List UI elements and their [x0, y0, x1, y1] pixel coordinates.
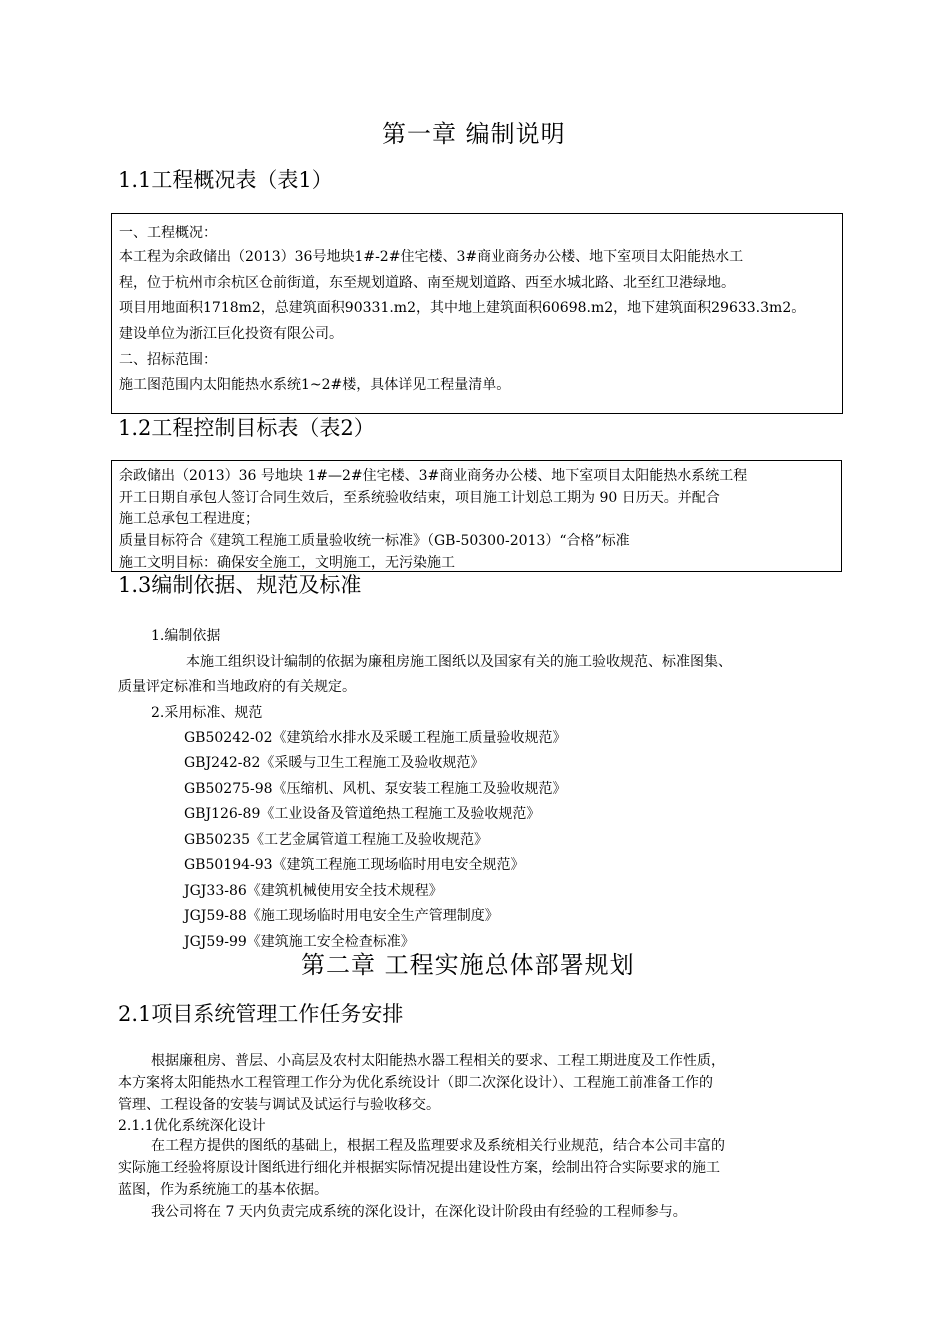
- standard-item: JGJ33-86《建筑机械使用安全技术规程》: [184, 883, 443, 899]
- intro-text: 根据廉租房、普层、小高层及农村太阳能热水器工程相关的要求、工程工期进度及工作性质，: [151, 1053, 725, 1069]
- section-1-2-heading: 1.2工程控制目标表（表2）: [118, 416, 375, 440]
- overview-line: 项目用地面积1718m2，总建筑面积90331.m2，其中地上建筑面积60698.m2，地下建筑面积29633.3m2。: [119, 300, 806, 316]
- standard-item: GBJ126-89《工业设备及管道绝热工程施工及验收规范》: [184, 806, 541, 822]
- overview-line: 建设单位为浙江巨化投资有限公司。: [119, 326, 343, 342]
- standard-item: GB50275-98《压缩机、风机、泵安装工程施工及验收规范》: [184, 781, 567, 797]
- standard-item: GBJ242-82《采暖与卫生工程施工及验收规范》: [184, 755, 485, 771]
- basis-text: 本施工组织设计编制的依据为廉租房施工图纸以及国家有关的施工验收规范、标准图集、: [186, 654, 732, 670]
- standards-label: 2.采用标准、规范: [151, 705, 263, 721]
- section-1-1-heading: 1.1工程概况表（表1）: [118, 168, 333, 192]
- standard-item: JGJ59-88《施工现场临时用电安全生产管理制度》: [184, 908, 499, 924]
- chapter-2-title: 第二章 工程实施总体部署规划: [301, 951, 635, 979]
- target-line: 施工文明目标：确保安全施工，文明施工，无污染施工: [119, 555, 455, 571]
- target-line: 质量目标符合《建筑工程施工质量验收统一标准》（GB-50300-2013）“合格”标准: [119, 533, 630, 549]
- design-text: 蓝图，作为系统施工的基本依据。: [118, 1182, 328, 1198]
- section-2-1-heading: 2.1项目系统管理工作任务安排: [118, 1002, 404, 1026]
- chapter-1-title: 第一章 编制说明: [382, 120, 566, 148]
- target-line: 开工日期自承包人签订合同生效后，至系统验收结束，项目施工计划总工期为 90 日历天。并配合: [119, 490, 720, 506]
- basis-text: 质量评定标准和当地政府的有关规定。: [118, 679, 356, 695]
- intro-text: 管理、工程设备的安装与调试及试运行与验收移交。: [118, 1097, 440, 1113]
- design-text: 我公司将在 7 天内负责完成系统的深化设计，在深化设计阶段由有经验的工程师参与。: [151, 1204, 687, 1220]
- section-1-3-heading: 1.3编制依据、规范及标准: [118, 573, 362, 597]
- intro-text: 本方案将太阳能热水工程管理工作分为优化系统设计（即二次深化设计）、工程施工前准备工作的: [118, 1075, 713, 1091]
- standard-item: GB50242-02《建筑给水排水及采暖工程施工质量验收规范》: [184, 730, 567, 746]
- overview-line: 程，位于杭州市余杭区仓前街道，东至规划道路、南至规划道路、西至水城北路、北至红卫港绿地。: [119, 275, 735, 291]
- standard-item: GB50235《工艺金属管道工程施工及验收规范》: [184, 832, 489, 848]
- overview-line: 施工图范围内太阳能热水系统1~2#楼，具体详见工程量清单。: [119, 377, 511, 393]
- overview-line: 一、工程概况：: [119, 225, 217, 241]
- standard-item: JGJ59-99《建筑施工安全检查标准》: [184, 934, 415, 950]
- design-text: 实际施工经验将原设计图纸进行细化并根据实际情况提出建设性方案，绘制出符合实际要求的施工: [118, 1160, 720, 1176]
- target-line: 施工总承包工程进度；: [119, 511, 259, 527]
- control-target-table: [111, 460, 842, 572]
- standard-item: GB50194-93《建筑工程施工现场临时用电安全规范》: [184, 857, 525, 873]
- overview-line: 二、招标范围：: [119, 352, 217, 368]
- project-overview-table: [111, 213, 843, 414]
- subsection-2-1-1-heading: 2.1.1优化系统深化设计: [118, 1118, 266, 1134]
- overview-line: 本工程为余政储出（2013）36号地块1#-2#住宅楼、3#商业商务办公楼、地下室项目太阳能热水工: [119, 249, 744, 265]
- design-text: 在工程方提供的图纸的基础上，根据工程及监理要求及系统相关行业规范，结合本公司丰富的: [151, 1138, 725, 1154]
- target-line: 余政储出（2013）36 号地块 1#—2#住宅楼、3#商业商务办公楼、地下室项目太阳能热水系统工程: [119, 468, 748, 484]
- basis-label: 1.编制依据: [151, 628, 221, 644]
